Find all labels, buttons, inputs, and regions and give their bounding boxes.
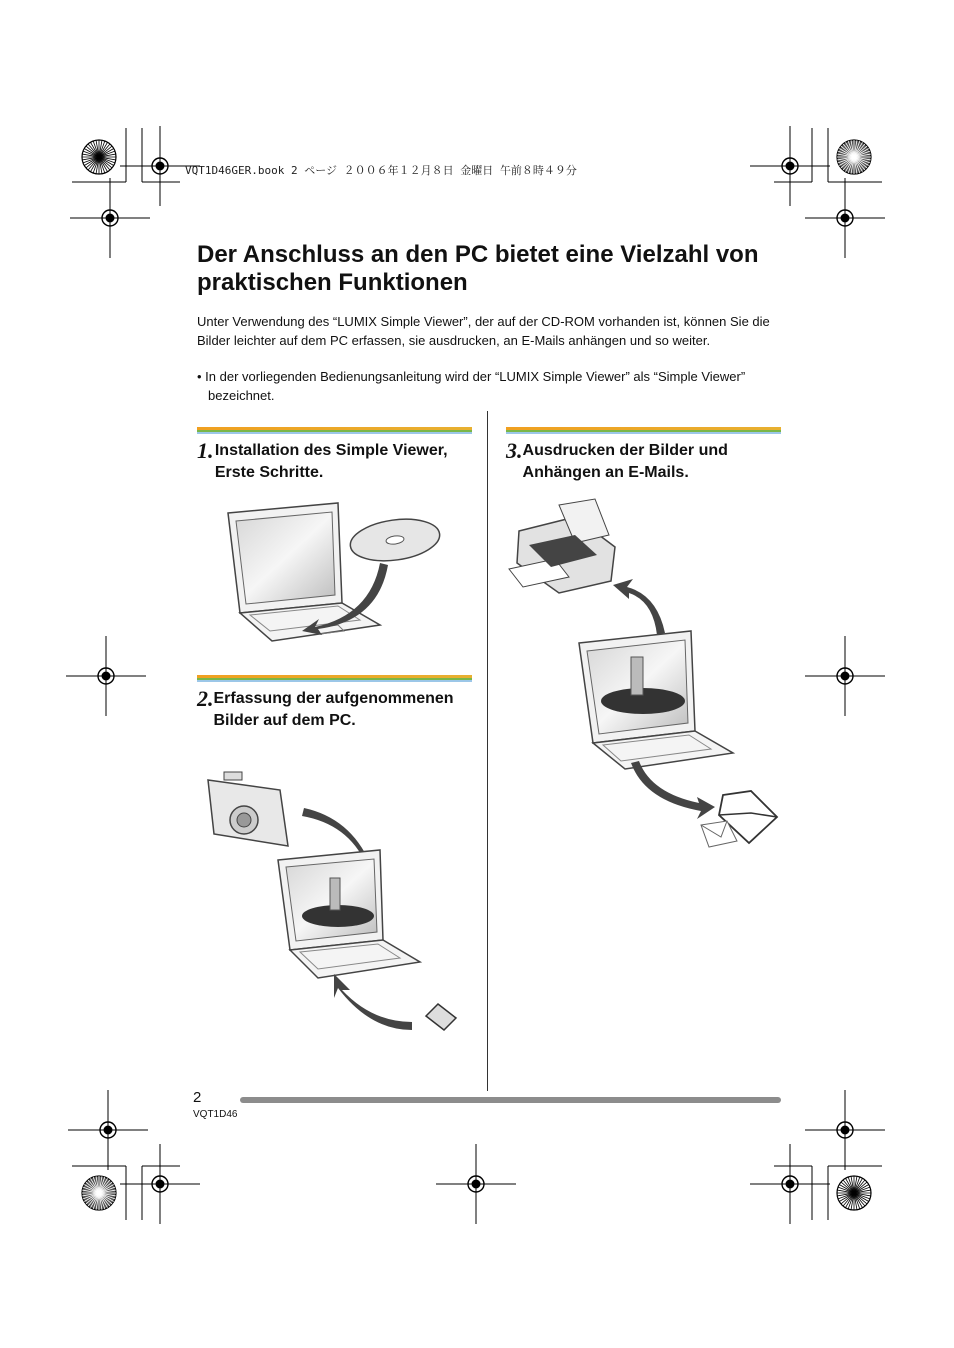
step-2-heading bbox=[197, 675, 472, 732]
arrow-icon bbox=[613, 579, 665, 635]
printer-icon bbox=[509, 499, 615, 593]
laptop-icon bbox=[278, 850, 420, 978]
step-3-text: Ausdrucken der Bilder und Anhängen an E-Mails. bbox=[522, 442, 728, 481]
step-3-number: 3. bbox=[506, 438, 523, 463]
crosshair-mark bbox=[68, 1090, 148, 1170]
crosshair-mark bbox=[805, 1090, 885, 1170]
step-2-text: Erfassung der aufgenommenen Bilder auf dem PC. bbox=[213, 690, 454, 729]
crosshair-mark bbox=[750, 126, 830, 206]
step-2-number: 2. bbox=[197, 686, 214, 711]
step-1-number: 1. bbox=[197, 438, 214, 463]
document-code: VQT1D46 bbox=[193, 1109, 238, 1120]
column-divider bbox=[487, 411, 488, 1091]
arrow-icon bbox=[334, 974, 412, 1030]
starburst-mark bbox=[82, 1176, 116, 1210]
camera-icon bbox=[208, 772, 288, 846]
crosshair-mark bbox=[805, 178, 885, 258]
step-1-heading bbox=[197, 427, 472, 484]
print-header-line: VQT1D46GER.book 2 ページ ２００６年１２月８日 金曜日 午前８時４９分 bbox=[185, 164, 577, 177]
laptop-icon bbox=[579, 631, 733, 769]
starburst-mark bbox=[837, 1176, 871, 1210]
crosshair-mark bbox=[120, 1144, 200, 1224]
footer-bar bbox=[240, 1097, 781, 1103]
crosshair-mark bbox=[70, 178, 150, 258]
step-3-stripe bbox=[506, 427, 781, 434]
page-title: Der Anschluss an den PC bietet eine Vielzahl von praktischen Funktionen bbox=[197, 241, 759, 296]
laptop-cd-illustration bbox=[220, 495, 450, 655]
printer-laptop-email-illustration bbox=[505, 495, 785, 855]
starburst-mark bbox=[837, 140, 871, 174]
crosshair-mark bbox=[66, 636, 146, 716]
laptop-icon bbox=[228, 503, 380, 641]
crosshair-mark bbox=[750, 1144, 830, 1224]
crosshair-mark bbox=[805, 636, 885, 716]
cd-icon bbox=[348, 514, 443, 566]
step-3-heading bbox=[506, 427, 781, 484]
step-1-stripe bbox=[197, 427, 472, 434]
intro-paragraph: Unter Verwendung des “LUMIX Simple Viewer”, der auf der CD-ROM vorhanden ist, können Sie die Bilder leichter auf dem PC erfassen, sie ausdrucken, an E-Mails anhängen und so weiter. bbox=[197, 314, 770, 348]
envelope-icon bbox=[701, 791, 777, 847]
arrow-icon bbox=[631, 761, 715, 819]
note-bullet: • In der vorliegenden Bedienungsanleitung wird der “LUMIX Simple Viewer” als “Simple Viewer” bezeichnet. bbox=[197, 369, 746, 403]
step-1-text: Installation des Simple Viewer, Erste Schritte. bbox=[214, 442, 448, 481]
page-number: 2 bbox=[193, 1089, 202, 1106]
camera-laptop-illustration bbox=[200, 768, 465, 1043]
crosshair-mark bbox=[436, 1144, 516, 1224]
sd-card-icon bbox=[426, 1004, 456, 1030]
step-2-stripe bbox=[197, 675, 472, 682]
starburst-mark bbox=[82, 140, 116, 174]
